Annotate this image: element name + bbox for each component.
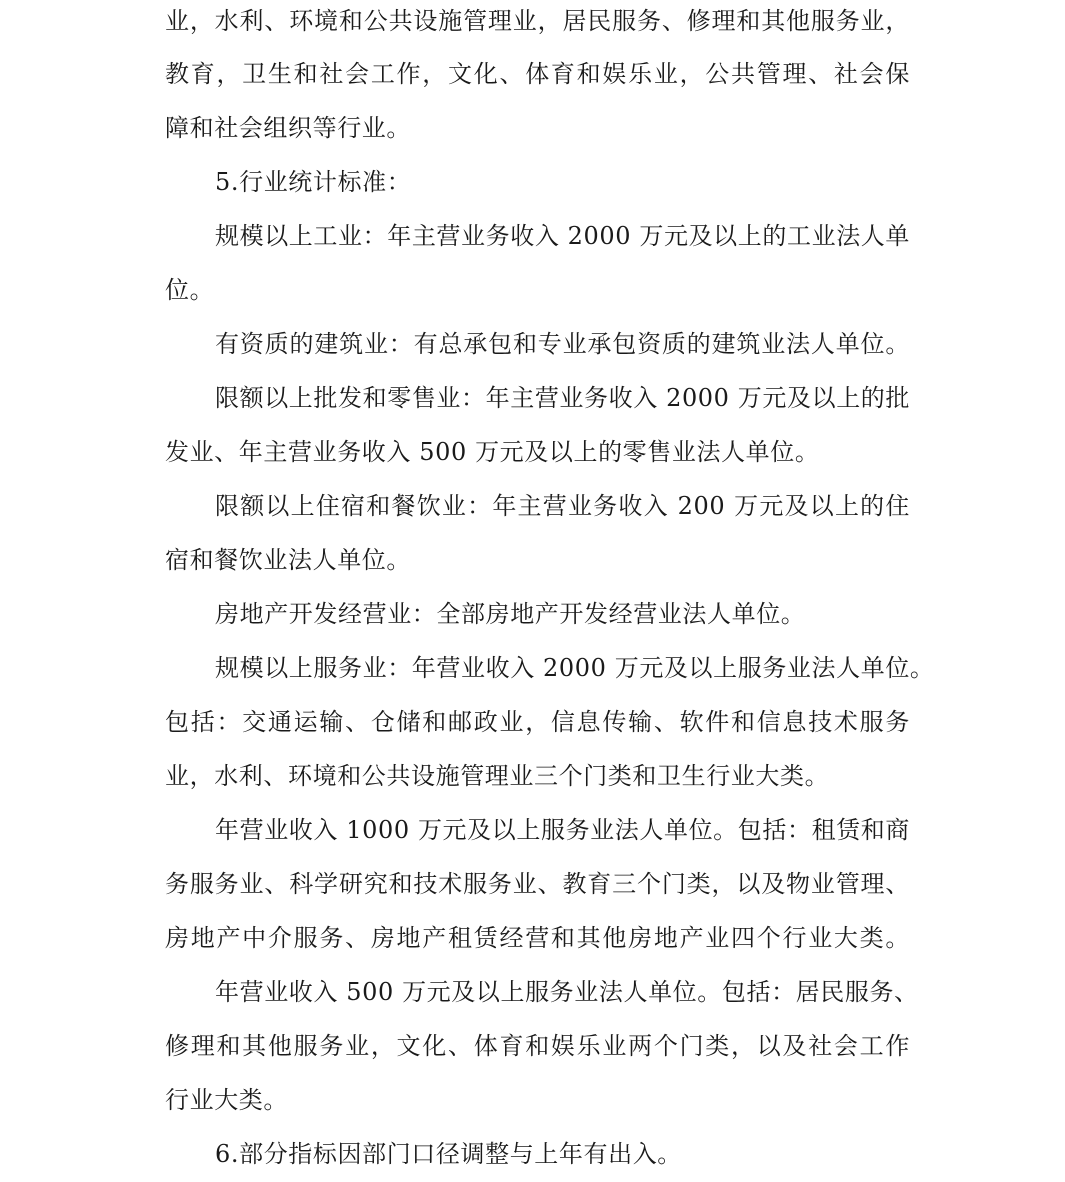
text-line: 房地产中介服务、房地产租赁经营和其他房地产业四个行业大类。 [165,924,910,952]
text-line: 年营业收入 500 万元及以上服务业法人单位。包括：居民服务、 [215,978,919,1006]
text-line: 教育，卫生和社会工作，文化、体育和娱乐业，公共管理、社会保 [165,60,910,88]
text-line: 有资质的建筑业：有总承包和专业承包资质的建筑业法人单位。 [215,330,910,358]
text-line: 行业大类。 [165,1086,288,1114]
text-line: 业，水利、环境和公共设施管理业三个门类和卫生行业大类。 [165,762,830,790]
text-line: 障和社会组织等行业。 [165,114,411,142]
text-line: 宿和餐饮业法人单位。 [165,546,411,574]
section-heading: 6.部分指标因部门口径调整与上年有出入。 [215,1140,682,1168]
text-line: 包括：交通运输、仓储和邮政业，信息传输、软件和信息技术服务 [165,708,910,736]
text-line: 发业、年主营业务收入 500 万元及以上的零售业法人单位。 [165,438,820,466]
text-line: 规模以上工业：年主营业务收入 2000 万元及以上的工业法人单 [215,222,910,250]
text-line: 年营业收入 1000 万元及以上服务业法人单位。包括：租赁和商 [215,816,910,844]
text-line: 规模以上服务业：年营业收入 2000 万元及以上服务业法人单位。 [215,654,935,682]
text-line: 业，水利、环境和公共设施管理业，居民服务、修理和其他服务业， [165,7,910,35]
text-line: 限额以上住宿和餐饮业：年主营业务收入 200 万元及以上的住 [215,492,910,520]
text-line: 修理和其他服务业，文化、体育和娱乐业两个门类，以及社会工作 [165,1032,910,1060]
text-line: 限额以上批发和零售业：年主营业务收入 2000 万元及以上的批 [215,384,910,412]
text-line: 房地产开发经营业：全部房地产开发经营业法人单位。 [215,600,806,628]
section-heading: 5.行业统计标准： [215,168,412,196]
text-line: 务服务业、科学研究和技术服务业、教育三个门类，以及物业管理、 [165,870,910,898]
text-line: 位。 [165,276,215,304]
